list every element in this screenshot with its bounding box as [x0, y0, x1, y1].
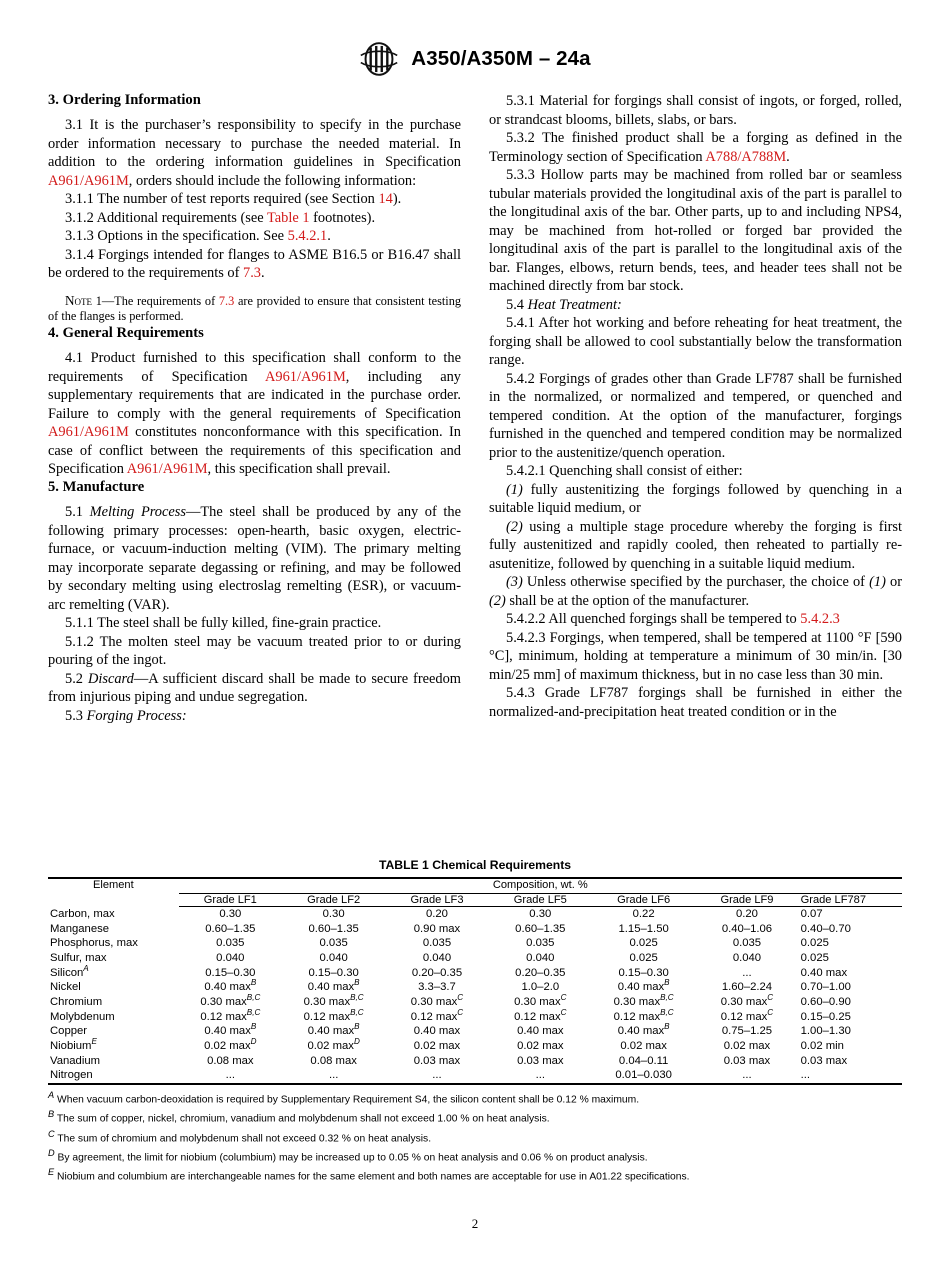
cell-value: 0.40 max — [517, 1025, 564, 1038]
link-5-4-2-3[interactable]: 5.4.2.3 — [800, 611, 840, 627]
cell-value: 0.30 $\max^C$ — [410, 993, 464, 1009]
p52-title: Discard — [87, 670, 134, 687]
p51-text: —The steel shall be produced by any of the following primary processes: open-hearth, basic oxygen, electric-furnace, or vacuum-induction melting (VIM). The primary melting may incorporate separate degassing or refining, and may be followed by secondary melting using electroslag remelting (ESR), or vacuum-arc remelting (VAR). — [48, 504, 461, 613]
list-item-2 — [489, 518, 902, 574]
cell-value: 1.60–2.24 — [721, 981, 773, 994]
paragraph-5-4 — [489, 296, 902, 315]
footnote-marker: C — [457, 993, 464, 1003]
item3-text-c: shall be at the option of the manufacturer. — [505, 592, 750, 609]
cell-value: 0.30 — [529, 908, 552, 920]
header-grade-lf2: Grade LF2 — [282, 894, 385, 907]
cell-value: 0.30 — [219, 908, 242, 920]
cell-value: 0.02 $\max^D$ — [307, 1037, 360, 1053]
paragraph-5-3-1: 5.3.1 Material for forgings shall consist of ingots, or forged, rolled, or strandcast blooms, billets, slabs, or bars. — [489, 93, 902, 128]
cell-value: 1.15–1.50 — [618, 922, 669, 935]
cell-element: Vanadium — [50, 1054, 101, 1067]
cell-value: 0.02 min — [800, 1040, 844, 1053]
cell-value: 0.040 — [422, 952, 452, 965]
table-row — [48, 922, 902, 937]
footnote-mark: C — [48, 1128, 55, 1139]
cell-value: 0.08 max — [207, 1054, 254, 1067]
cell-element: Molybdenum — [50, 1010, 115, 1023]
table-row — [48, 995, 902, 1010]
cell-value: 0.20–0.35 — [411, 966, 463, 979]
cell-value: 0.025 — [629, 937, 658, 950]
paragraph-5-3-2 — [489, 129, 902, 166]
heading-manufacture: 5. Manufacture — [48, 478, 145, 495]
p532-text-a: 5.3.2 The finished product shall be a forging as defined in the Terminology section of Specification — [489, 130, 902, 165]
cell-value: 0.20 — [735, 908, 758, 920]
cell-value: 0.30 $\max^C$ — [514, 993, 567, 1009]
cell-element: Silicon$^A$ — [50, 963, 89, 979]
p313-text-a: 3.1.3 Options in the specification. See — [65, 228, 288, 245]
paragraph-4-1 — [48, 349, 461, 479]
table-row — [48, 951, 902, 966]
footnote-marker: B — [250, 1022, 257, 1032]
paragraph-5-4-2: 5.4.2 Forgings of grades other than Grade LF787 shall be furnished in the normalized, or normalized and tempered, or quenched and tempered condition. At the option of the manufacturer, forgings furnished in the quenched and tempered condition may be normalized prior to the austenitize/quench operation. — [489, 370, 902, 461]
cell-value: ... — [225, 1069, 236, 1082]
cell-value: ... — [328, 1069, 339, 1082]
link-a961-a961m-1[interactable]: A961/A961M — [48, 172, 129, 189]
cell-value: 1.00–1.30 — [800, 1025, 851, 1038]
cell-value: 0.20 — [425, 908, 448, 920]
table-header-row-composition — [48, 878, 902, 894]
cell-value: 0.40–1.06 — [721, 922, 773, 935]
cell-value: 0.03 max — [413, 1054, 461, 1067]
link-a788-a788m[interactable]: A788/A788M — [705, 148, 787, 165]
table-footnotes — [48, 1089, 902, 1186]
cell-value: 0.30 $\max^C$ — [720, 993, 774, 1009]
footnote-marker: B,C — [350, 1007, 364, 1017]
footnote-marker: D — [250, 1037, 257, 1047]
footnote-marker: B,C — [350, 993, 364, 1003]
header-grade-lf1: Grade LF1 — [179, 894, 282, 907]
footnote-marker: B — [354, 1022, 360, 1032]
header-grade-lf5: Grade LF5 — [489, 894, 592, 907]
cell-value: 0.02 max — [723, 1040, 771, 1053]
p311-text-a: 3.1.1 The number of test reports required (see Section — [65, 191, 379, 208]
footnote-marker: B — [250, 978, 257, 988]
body-columns — [48, 92, 902, 725]
footnote-marker: C — [767, 1007, 774, 1017]
cell-value: 0.20–0.35 — [515, 966, 566, 979]
p51-title: Melting Process — [89, 504, 186, 521]
link-a961-a961m-2[interactable]: A961/A961M — [264, 368, 346, 385]
footnote-mark: B — [48, 1109, 55, 1120]
cell-value: 0.040 — [319, 952, 348, 965]
header-grade-lf787: Grade LF787 — [799, 894, 902, 907]
footnote-marker: B,C — [246, 993, 261, 1003]
right-column — [489, 92, 902, 725]
note-text-b: are provided to ensure that consistent testing of the flanges is performed. — [48, 293, 462, 324]
p312-text-b: footnotes). — [309, 209, 376, 226]
cell-value: 0.30 — [322, 908, 345, 920]
cell-value: 0.15–0.30 — [308, 966, 359, 979]
paragraph-3-1 — [48, 116, 461, 190]
table-row — [48, 936, 902, 951]
list-item-1 — [489, 481, 902, 518]
cell-value: 0.02 $\max^D$ — [204, 1037, 257, 1053]
p314-text-a: 3.1.4 Forgings intended for flanges to ASME B16.5 or B16.47 shall be ordered to the requirements of — [48, 246, 461, 282]
item2-text: using a multiple stage procedure whereby the forging is first fully austenitized and rapidly cooled, then reheated to partially re-asutenitize, followed by quenching in a suitable liquid medium. — [489, 518, 902, 572]
cell-value: 0.040 — [732, 952, 762, 965]
p54-number: 5.4 — [506, 296, 528, 313]
paragraph-5-4-3: 5.4.3 Grade LF787 forgings shall be furnished in either the normalized-and-precipitation heat treated condition or in the — [489, 685, 902, 720]
footnote-item: C The sum of chromium and molybdenum shall not exceed 0.32 % on heat analysis. — [48, 1128, 432, 1145]
document-header — [0, 0, 950, 76]
table-row — [48, 966, 902, 981]
cell-value: 0.04–0.11 — [618, 1054, 669, 1067]
cell-value: 0.40 $\max^B$ — [617, 978, 670, 994]
footnote-marker: A — [83, 963, 89, 973]
cell-value: 0.60–1.35 — [205, 922, 256, 935]
p52-text: —A sufficient discard shall be made to secure freedom from injurious piping and undue segregation. — [48, 670, 461, 706]
cell-value: 0.035 — [526, 937, 555, 950]
table-bottom-rule — [48, 1083, 902, 1085]
cell-value: 0.15–0.30 — [205, 966, 256, 979]
cell-value: 0.60–1.35 — [515, 922, 566, 935]
cell-value: 0.03 max — [800, 1054, 848, 1067]
cell-value: 0.035 — [319, 937, 348, 950]
cell-value: 0.40 $\max^B$ — [617, 1022, 670, 1038]
p52-number: 5.2 — [65, 670, 88, 687]
item2-number: (2) — [506, 518, 523, 535]
cell-value: 0.035 — [422, 937, 452, 950]
page-number: 2 — [471, 1216, 479, 1231]
left-column — [48, 92, 461, 725]
cell-value: 0.15–0.30 — [618, 966, 669, 979]
paragraph-5-1-1: 5.1.1 The steel shall be fully killed, fine-grain practice. — [65, 615, 382, 632]
cell-value: 0.025 — [629, 952, 658, 965]
paragraph-5-2 — [48, 670, 461, 707]
p311-text-b: ). — [392, 191, 402, 208]
paragraph-5-1 — [48, 503, 461, 614]
list-item-3 — [489, 573, 902, 610]
footnote-item: A When vacuum carbon-deoxidation is required by Supplementary Requirement S4, the silicon content shall be 0.12 % maximum. — [48, 1090, 640, 1106]
cell-value: 0.12 $\max^C$ — [720, 1007, 774, 1023]
paragraph-3-1-4 — [48, 246, 461, 283]
footnote-item: B The sum of copper, nickel, chromium, vanadium and molybdenum shall not exceed 1.00 % on heat analysis. — [48, 1109, 550, 1125]
cell-value: 0.60–0.90 — [800, 996, 851, 1009]
cell-value: 0.30 $\max^{B,C}$ — [200, 993, 261, 1009]
cell-value: 0.08 max — [310, 1054, 357, 1067]
cell-value: ... — [535, 1069, 546, 1082]
header-composition: Composition, wt. % — [179, 878, 902, 894]
cell-value: 0.40–0.70 — [800, 922, 851, 935]
header-element: Element — [92, 879, 134, 891]
paragraph-5-4-2-1: 5.4.2.1 Quenching shall consist of either: — [506, 463, 743, 479]
p312-text-a: 3.1.2 Additional requirements (see — [65, 209, 267, 226]
p532-text-b: . — [786, 148, 790, 165]
cell-element: Phosphorus, max — [50, 937, 138, 950]
cell-value: 0.40 $\max^B$ — [204, 978, 257, 994]
p41-text-c: constitutes nonconformance with this specification. In case of conflict between the requirements of this specification and Specification — [48, 424, 461, 478]
cell-element: Nitrogen — [50, 1069, 93, 1082]
cell-value: 0.03 max — [723, 1054, 771, 1067]
cell-value: 0.02 max — [413, 1040, 461, 1053]
paragraph-5-4-1: 5.4.1 After hot working and before reheating for heat treatment, the forging shall be allowed to cool substantially below the transformation range. — [489, 315, 902, 368]
cell-value: 0.90 max — [413, 922, 461, 935]
table-head — [48, 878, 902, 907]
cell-element: Copper — [50, 1025, 88, 1038]
link-a961-a961m-4[interactable]: A961/A961M — [126, 461, 208, 478]
cell-value: 0.15–0.25 — [800, 1010, 851, 1023]
p53-number: 5.3 — [65, 707, 87, 724]
cell-value: 0.040 — [216, 952, 245, 965]
paragraph-3-1-2 — [48, 209, 461, 228]
cell-value: ... — [742, 966, 752, 979]
item1-number: (1) — [506, 481, 523, 498]
table-1-section — [48, 858, 902, 1186]
cell-element: Niobium$^E$ — [50, 1037, 97, 1053]
cell-value: 0.40 $\max^B$ — [307, 1022, 360, 1038]
p313-text-b: . — [327, 228, 331, 245]
cell-value: 0.40 max — [800, 966, 848, 979]
link-table-1[interactable]: Table 1 — [266, 209, 310, 226]
footnote-marker: D — [353, 1037, 360, 1047]
footnote-marker: B,C — [660, 1007, 674, 1017]
cell-value: 0.035 — [732, 937, 762, 950]
p41-text-a: 4.1 Product furnished to this specification shall conform to the requirements of Specification — [48, 350, 461, 385]
footnote-mark: D — [48, 1148, 55, 1159]
cell-value: 0.12 $\max^C$ — [410, 1007, 464, 1023]
cell-value: ... — [432, 1069, 442, 1082]
cell-value: 0.60–1.35 — [308, 922, 359, 935]
cell-element: Manganese — [50, 922, 110, 935]
cell-value: 0.035 — [216, 937, 245, 950]
p53-title: Forging Process: — [86, 707, 187, 724]
footnote-marker: B — [664, 1022, 670, 1032]
link-7-3-b[interactable]: 7.3 — [218, 293, 235, 308]
table-row — [48, 907, 902, 922]
table-row — [48, 1039, 902, 1054]
header-grade-lf9: Grade LF9 — [695, 894, 798, 907]
link-section-14[interactable]: 14 — [378, 191, 393, 208]
header-grade-lf6: Grade LF6 — [592, 894, 695, 907]
cell-value: 0.03 max — [517, 1054, 564, 1067]
cell-value: 0.025 — [800, 952, 829, 965]
p51-number: 5.1 — [65, 504, 90, 521]
item3-ref-2: (2) — [489, 592, 506, 609]
link-a961-a961m-3[interactable]: A961/A961M — [48, 424, 129, 441]
table-title: TABLE 1 Chemical Requirements — [378, 858, 572, 872]
footnote-marker: B — [354, 978, 360, 988]
paragraph-3-1-1 — [48, 190, 461, 209]
cell-value: 0.02 max — [517, 1040, 564, 1053]
cell-value: 0.040 — [526, 952, 555, 965]
cell-value: 0.12 $\max^{B,C}$ — [200, 1007, 261, 1023]
cell-value: 0.12 $\max^C$ — [514, 1007, 567, 1023]
cell-value: 0.12 $\max^{B,C}$ — [303, 1007, 364, 1023]
footnote-marker: E — [91, 1037, 97, 1047]
document-title: A350/A350M – 24a — [411, 47, 591, 70]
item3-number: (3) — [506, 574, 523, 590]
footnote-marker: C — [767, 993, 774, 1003]
item3-text-a: Unless otherwise specified by the purchaser, the choice of — [522, 574, 870, 590]
paragraph-5-1-2: 5.1.2 The molten steel may be vacuum treated prior to or during pouring of the ingot. — [48, 633, 461, 669]
note-1 — [48, 293, 461, 325]
cell-value: 0.025 — [800, 937, 829, 950]
cell-value: 0.02 max — [620, 1040, 667, 1053]
p41-text-b: , including any supplementary requirements that are indicated in the purchase order. Failure to comply with the general requirements of Specification — [48, 368, 461, 422]
table-row — [48, 1068, 902, 1083]
table-row — [48, 980, 902, 995]
cell-value: 0.70–1.00 — [800, 981, 851, 994]
footnote-mark: E — [48, 1167, 55, 1178]
link-5-4-2-1[interactable]: 5.4.2.1 — [287, 228, 328, 245]
cell-value: ... — [800, 1069, 811, 1082]
table-body — [48, 907, 902, 1084]
paragraph-5-4-2-3: 5.4.2.3 Forgings, when tempered, shall be tempered at 1100 °F [590 °C], minimum, holding at temperature a minimum of 30 min/in. [30 min/25 mm] of maximum thickness, but in no case less than 30 min. — [489, 629, 902, 683]
footnote-marker: B,C — [660, 993, 674, 1003]
p41-text-d: , this specification shall prevail. — [207, 461, 391, 478]
cell-value: 0.07 — [800, 908, 823, 920]
note-text-a: 1—The requirements of — [92, 293, 219, 308]
cell-value: 0.12 $\max^{B,C}$ — [613, 1007, 674, 1023]
heading-ordering-information: 3. Ordering Information — [48, 92, 201, 108]
p5422-text-a: 5.4.2.2 All quenched forgings shall be tempered to — [506, 611, 801, 627]
footnote-marker: C — [560, 993, 567, 1003]
cell-value: 1.0–2.0 — [521, 981, 560, 994]
footnote-marker: C — [457, 1007, 464, 1017]
cell-value: ... — [742, 1069, 752, 1082]
paragraph-5-3 — [48, 707, 461, 726]
table-row — [48, 1024, 902, 1039]
footnote-marker: B — [664, 978, 670, 988]
p54-title: Heat Treatment: — [527, 296, 622, 313]
astm-logo — [359, 42, 399, 76]
item3-text-b: or — [885, 574, 902, 590]
item1-text: fully austenitizing the forgings followed by quenching in a suitable liquid medium, or — [489, 481, 902, 516]
paragraph-5-3-3: 5.3.3 Hollow parts may be machined from rolled bar or seamless tubular materials provided the longitudinal axis of the part is parallel to the longitudinal axis of the bar. Other parts, up to and including NPS4, may be machined from hot-rolled or forged bar provided the longitudinal axis of the part is parallel to the longitudinal axis of the bar. Flanges, elbows, return bends, tees, and header tees shall not be machined directly from bar stock. — [489, 167, 902, 294]
chemical-requirements-table — [48, 877, 902, 1083]
cell-value: 0.01–0.030 — [615, 1069, 672, 1082]
footnote-item: E Niobium and columbium are interchangeable names for the same element and both names are acceptable for use in A01.22 specifications. — [48, 1167, 690, 1183]
cell-value: 0.30 $\max^{B,C}$ — [613, 993, 674, 1009]
cell-value: 0.30 $\max^{B,C}$ — [303, 993, 364, 1009]
footnote-marker: B,C — [246, 1007, 261, 1017]
table-row — [48, 1010, 902, 1025]
cell-value: 0.75–1.25 — [721, 1025, 773, 1038]
paragraph-5-4-2-2 — [489, 610, 902, 629]
table-row — [48, 1054, 902, 1069]
cell-value: 0.40 $\max^B$ — [204, 1022, 257, 1038]
paragraph-3-1-3 — [48, 227, 461, 246]
item3-ref-1: (1) — [869, 574, 886, 590]
footnote-marker: C — [560, 1007, 567, 1017]
p31-text-b: , orders should include the following information: — [128, 172, 417, 189]
heading-general-requirements: 4. General Requirements — [48, 325, 204, 342]
cell-value: 0.22 — [632, 908, 655, 920]
p31-text-a: 3.1 It is the purchaser’s responsibility to specify in the purchase order information necessary to purchase the needed material. In addition to the ordering information guidelines in Specification — [48, 117, 461, 171]
cell-value: 3.3–3.7 — [418, 981, 456, 994]
header-grade-lf3: Grade LF3 — [385, 894, 488, 907]
cell-value: 0.40 max — [413, 1025, 461, 1038]
cell-element: Carbon, max — [50, 907, 115, 920]
cell-value: 0.40 $\max^B$ — [307, 978, 360, 994]
note-label: Note — [65, 292, 93, 308]
footnote-item: D By agreement, the limit for niobium (columbium) may be increased up to 0.05 % on heat analysis and 0.06 % on product analysis. — [48, 1148, 648, 1164]
cell-element: Sulfur, max — [50, 952, 107, 965]
p314-text-b: . — [261, 265, 265, 282]
link-7-3-a[interactable]: 7.3 — [243, 265, 261, 282]
cell-element: Chromium — [50, 996, 103, 1009]
cell-element: Nickel — [50, 981, 81, 994]
footnote-mark: A — [48, 1090, 55, 1101]
